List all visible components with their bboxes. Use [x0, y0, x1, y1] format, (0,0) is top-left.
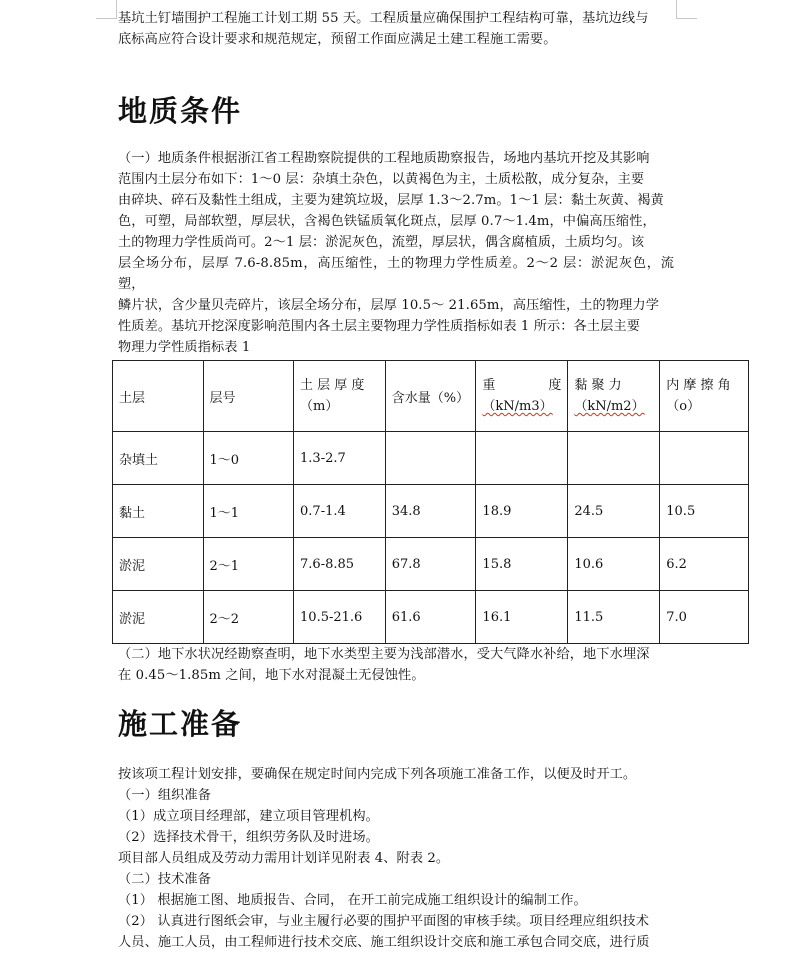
intro-paragraph: [118, 8, 674, 50]
header-layer: 土层: [113, 361, 204, 432]
cell-cohesion: 24.5: [568, 485, 660, 538]
intro-line: 基坑土钉墙围护工程施工计划工期 55 天。工程质量应确保围护工程结构可靠，基坑边线与: [118, 11, 649, 26]
header-unit-weight-unit: （kN/m3）: [482, 399, 553, 414]
header-friction-angle: [660, 361, 749, 432]
cell-weight: [476, 432, 568, 485]
text-line: 鳞片状，含少量贝壳碎片，该层全场分布，层厚 10.5～ 21.65m，高压缩性，土的物理力学: [118, 298, 659, 313]
cell-friction: 6.2: [660, 538, 749, 591]
cell-cohesion: 11.5: [568, 591, 660, 644]
table-row: [113, 591, 749, 644]
cell-thickness: 10.5-21.6: [294, 591, 386, 644]
text-line: 色，可塑，局部软塑，厚层状，含褐色铁锰质氧化斑点，层厚 0.7～1.4m，中偏高压缩性，: [118, 214, 656, 229]
header-thickness-label: 土 层 厚 度: [300, 378, 365, 393]
text-line: （2）选择技术骨干，组织劳务队及时进场。: [118, 830, 379, 845]
cell-number: 1～1: [203, 485, 294, 538]
text-line: （二）技术准备: [118, 872, 212, 887]
text-line: 按该项工程计划安排，要确保在规定时间内完成下列各项施工准备工作，以便及时开工。: [118, 767, 637, 782]
text-line: 层全场分布，层厚 7.6-8.85m，高压缩性，土的物理力学性质差。2～2 层：淤泥灰色，流塑，: [118, 256, 674, 292]
cell-layer: 淤泥: [113, 538, 204, 591]
cell-thickness: 7.6-8.85: [294, 538, 386, 591]
header-cohesion-unit: （kN/m2）: [574, 399, 645, 414]
geology-paragraph-2: [118, 644, 674, 686]
cell-number: 1～0: [203, 432, 294, 485]
table-row: [113, 432, 749, 485]
table-row: [113, 485, 749, 538]
header-thickness: [294, 361, 386, 432]
text-line: （1） 根据施工图、地质报告、合同， 在开工前完成施工组织设计的编制工作。: [118, 893, 587, 908]
intro-line: 底标高应符合设计要求和规范规定，预留工作面应满足土建工程施工需要。: [118, 32, 557, 47]
header-cohesion: [568, 361, 660, 432]
cell-water: [385, 432, 476, 485]
cell-weight: 15.8: [476, 538, 568, 591]
text-line: 人员、施工人员，由工程师进行技术交底、施工组织设计交底和施工承包合同交底，进行质: [118, 935, 650, 950]
cell-cohesion: [568, 432, 660, 485]
cell-thickness: 1.3-2.7: [294, 432, 386, 485]
heading-preparation: 施工准备: [118, 707, 243, 741]
cell-weight: 18.9: [476, 485, 568, 538]
text-line: 项目部人员组成及劳动力需用计划详见附表 4、附表 2。: [118, 851, 450, 866]
header-friction-label: 内 摩 擦 角: [666, 378, 731, 393]
text-line: 在 0.45～1.85m 之间，地下水对混凝土无侵蚀性。: [118, 668, 425, 683]
text-line: 由碎块、碎石及黏性土组成，主要为建筑垃圾，层厚 1.3～2.7m。1～1 层：黏土灰黄、褐黄: [118, 193, 664, 208]
document-page: [118, 8, 731, 953]
cell-layer: 淤泥: [113, 591, 204, 644]
text-line: 范围内土层分布如下：1～0 层：杂填土杂色，以黄褐色为主，土质松散，成分复杂，主要: [118, 172, 645, 187]
cell-weight: 16.1: [476, 591, 568, 644]
geology-paragraph-1: [118, 148, 674, 358]
cell-water: 61.6: [385, 591, 476, 644]
cell-layer: 杂填土: [113, 432, 204, 485]
soil-properties-table: [112, 360, 749, 644]
page-corner-mark-right: [676, 0, 697, 19]
cell-layer: 黏土: [113, 485, 204, 538]
cell-number: 2～2: [203, 591, 294, 644]
text-line: （一）组织准备: [118, 788, 212, 803]
text-line: （1）成立项目经理部，建立项目管理机构。: [118, 809, 379, 824]
table-row: [113, 538, 749, 591]
header-unit-weight: [476, 361, 568, 432]
text-line: 物理力学性质指标表 1: [118, 340, 251, 355]
text-line: 土的物理力学性质尚可。2～1 层：淤泥灰色，流塑，厚层状，偶含腐植质，土质均匀。该: [118, 235, 645, 250]
cell-number: 2～1: [203, 538, 294, 591]
preparation-paragraph: [118, 764, 674, 953]
cell-water: 34.8: [385, 485, 476, 538]
text-line: （一）地质条件根据浙江省工程勘察院提供的工程地质勘察报告，场地内基坑开挖及其影响: [118, 151, 650, 166]
cell-friction: [660, 432, 749, 485]
page-corner-mark-left: [96, 0, 117, 19]
header-number: 层号: [203, 361, 294, 432]
cell-cohesion: 10.6: [568, 538, 660, 591]
header-thickness-unit: （m）: [300, 399, 339, 414]
header-friction-unit: （o）: [666, 399, 701, 414]
header-cohesion-label: 黏 聚 力: [574, 378, 622, 393]
text-line: （二）地下水状况经勘察查明，地下水类型主要为浅部潜水，受大气降水补给，地下水埋深: [118, 647, 650, 662]
cell-friction: 7.0: [660, 591, 749, 644]
cell-friction: 10.5: [660, 485, 749, 538]
text-line: （2） 认真进行图纸会审，与业主履行必要的围护平面图的审核手续。项目经理应组织技术: [118, 914, 649, 929]
header-unit-weight-label: 重 度: [482, 378, 562, 393]
text-line: 性质差。基坑开挖深度影响范围内各土层主要物理力学性质指标如表 1 所示：各土层主要: [118, 319, 640, 334]
table-header-row: [113, 361, 749, 432]
heading-geology: 地质条件: [118, 94, 243, 128]
cell-thickness: 0.7-1.4: [294, 485, 386, 538]
header-water-content: 含水量（%）: [385, 361, 476, 432]
cell-water: 67.8: [385, 538, 476, 591]
